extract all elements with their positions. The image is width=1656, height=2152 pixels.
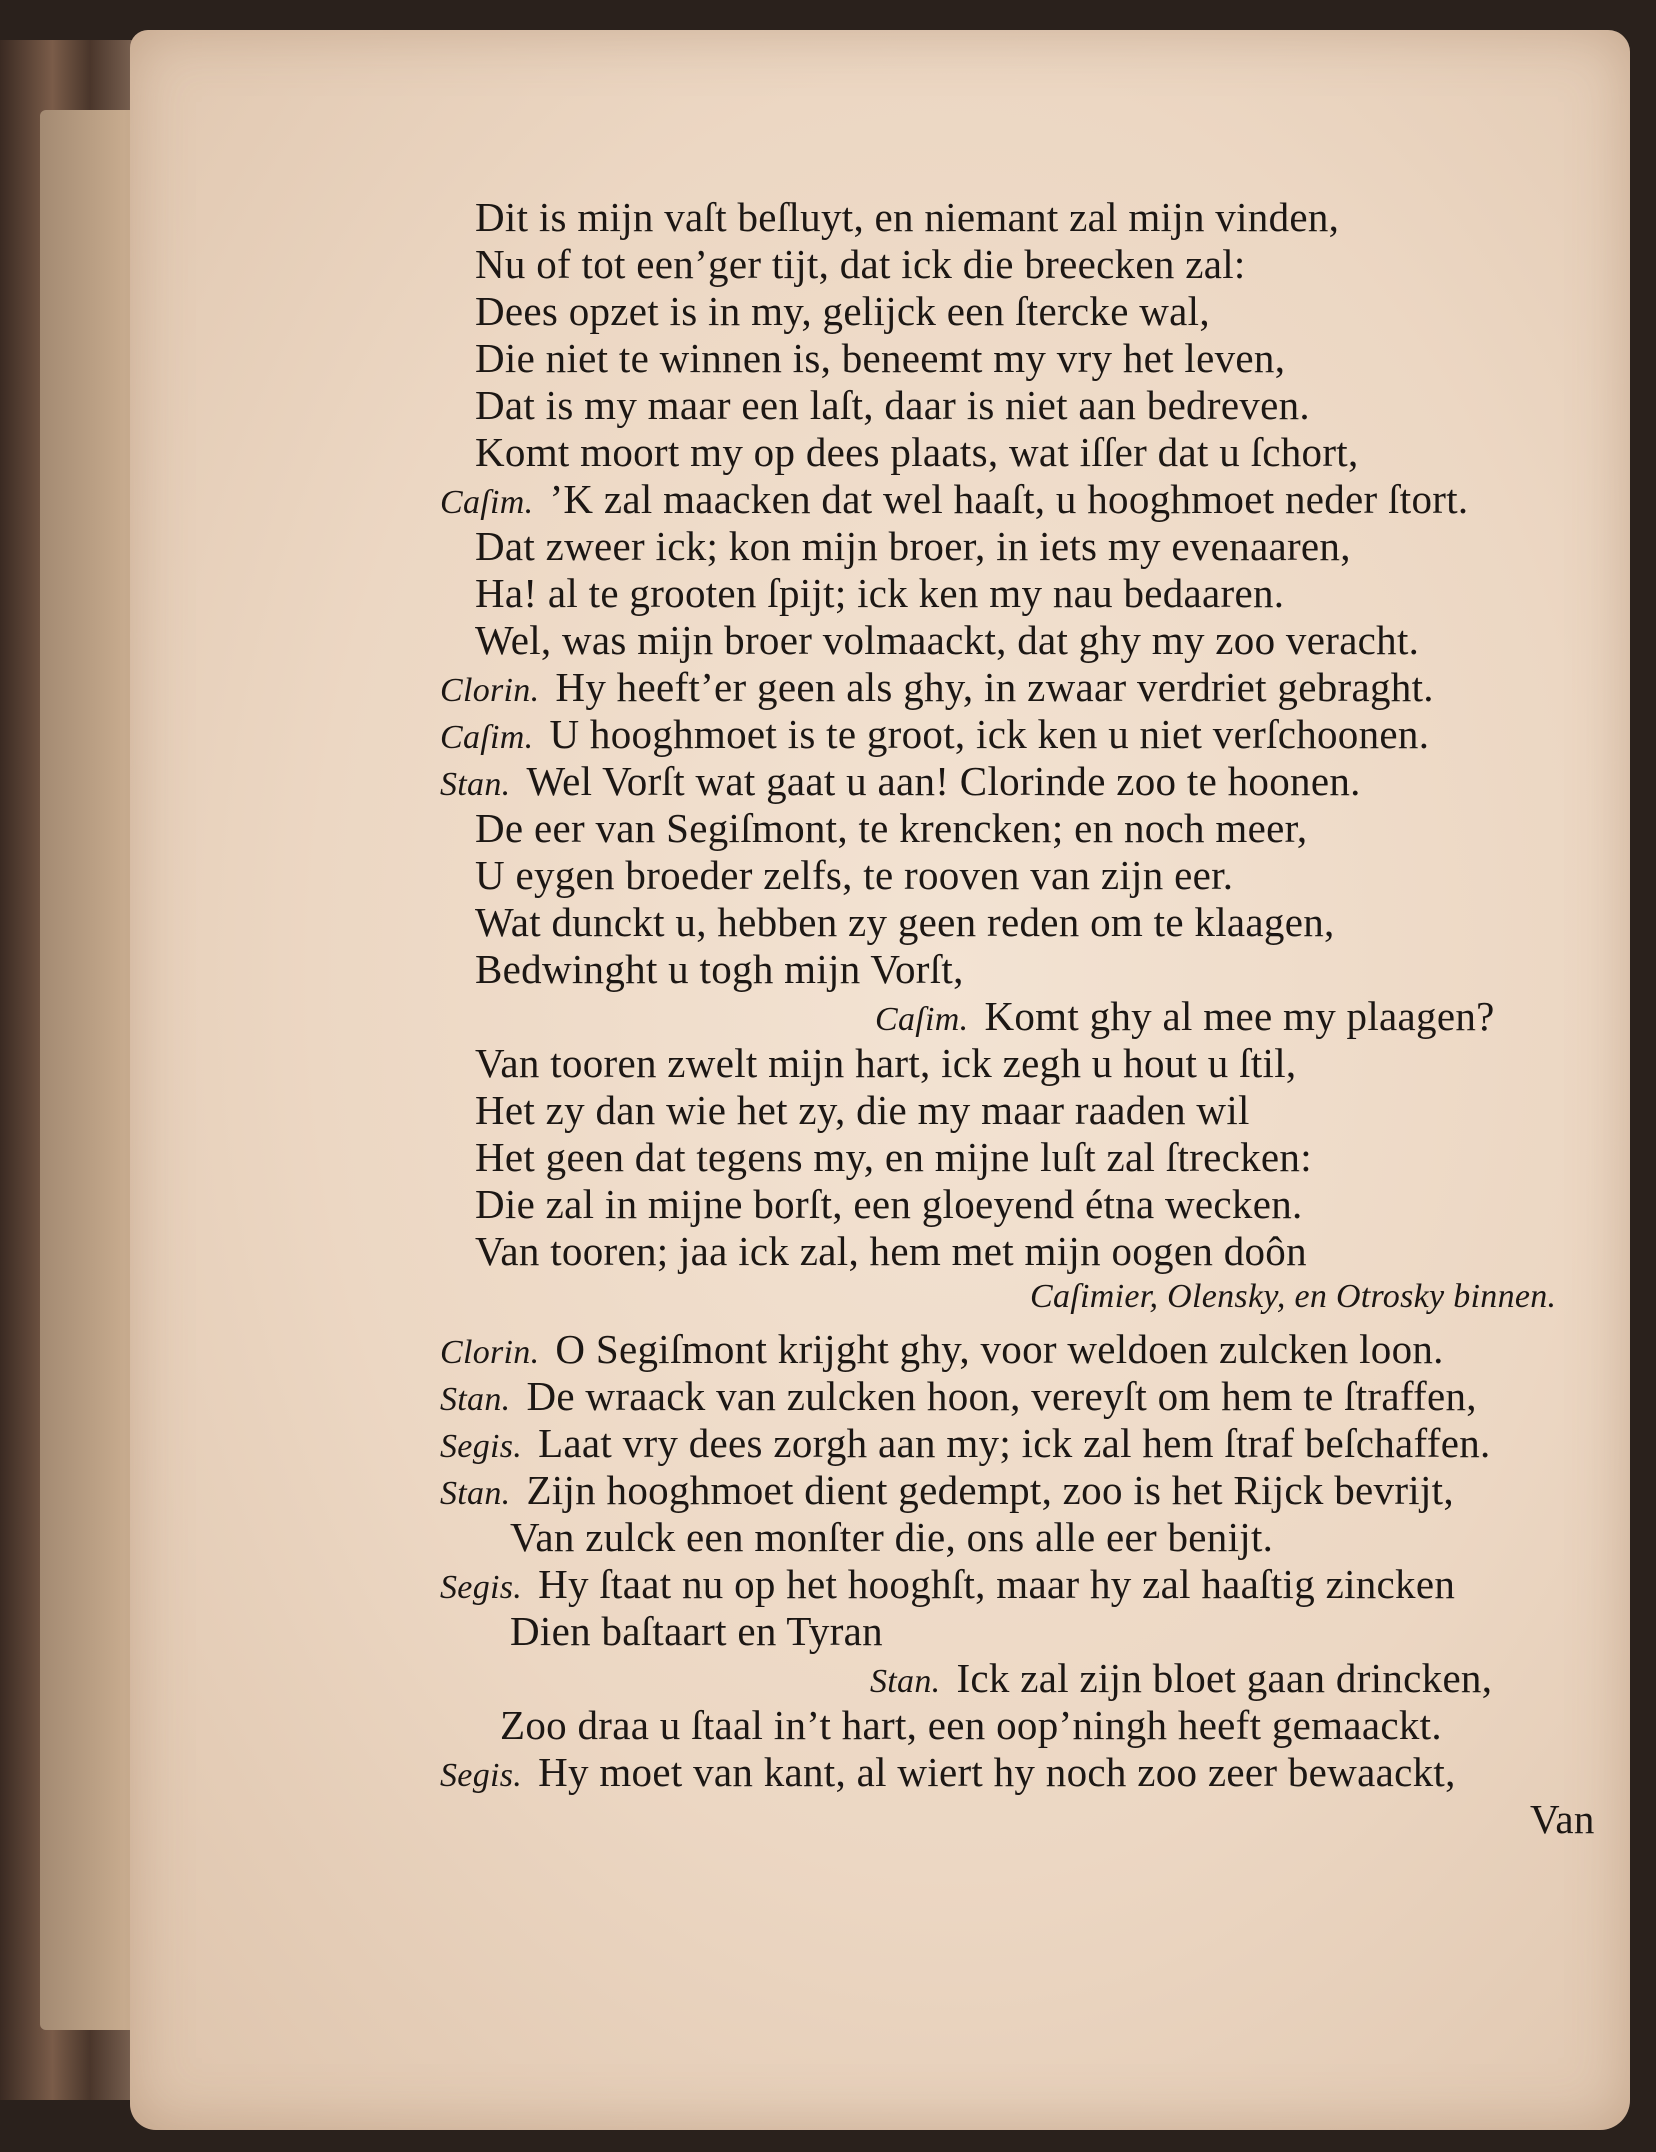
speaker-label: Caſim.: [440, 484, 534, 521]
speaker-label: Clorin.: [440, 1334, 540, 1371]
verse-line: Dees opzet is in my, gelijck een ſtercke wal,: [475, 288, 1210, 334]
verse-line: Van tooren; jaa ick zal, hem met mijn oogen doôn: [475, 1228, 1307, 1274]
verse-line: Segis. Hy moet van kant, al wiert hy noch zoo zeer bewaackt,: [440, 1749, 1456, 1795]
verse-line: Caſim. ’K zal maacken dat wel haaſt, u hooghmoet neder ſtort.: [440, 476, 1469, 522]
verse-line: Caſim. U hooghmoet is te groot, ick ken u niet verſchoonen.: [440, 711, 1430, 757]
verse-line: Die zal in mijne borſt, een gloeyend étna wecken.: [475, 1181, 1303, 1227]
speaker-label: Caſim.: [875, 1001, 969, 1038]
verse-line: Komt moort my op dees plaats, wat iſſer dat u ſchort,: [475, 429, 1359, 475]
verse-line: Dat zweer ick; kon mijn broer, in iets my evenaaren,: [475, 523, 1351, 569]
speaker-label: Stan.: [440, 1381, 511, 1418]
verse-line: Nu of tot een’ger tijt, dat ick die breecken zal:: [475, 241, 1246, 287]
verse-line: Van tooren zwelt mijn hart, ick zegh u hout u ſtil,: [475, 1040, 1297, 1086]
verse-line: Dit is mijn vaſt beſluyt, en niemant zal mijn vinden,: [475, 194, 1340, 240]
verse-line: Wat dunckt u, hebben zy geen reden om te klaagen,: [475, 899, 1335, 945]
verse-line: Die niet te winnen is, beneemt my vry het leven,: [475, 335, 1286, 381]
catchword: Van: [1530, 1796, 1595, 1842]
speaker-label: Segis.: [440, 1569, 523, 1606]
verse-line: Segis. Laat vry dees zorgh aan my; ick zal hem ſtraf beſchaffen.: [440, 1420, 1491, 1466]
speaker-label: Stan.: [440, 1475, 511, 1512]
verse-line: Stan. De wraack van zulcken hoon, vereyſt om hem te ſtraffen,: [440, 1373, 1477, 1419]
speaker-label: Segis.: [440, 1757, 523, 1794]
verse-line: Van zulck een monſter die, ons alle eer benijt.: [510, 1514, 1274, 1560]
stage-direction: Caſimier, Olensky, en Otrosky binnen.: [1030, 1278, 1557, 1315]
verse-line: Stan. Ick zal zijn bloet gaan drincken,: [870, 1655, 1493, 1701]
verse-line: Wel, was mijn broer volmaackt, dat ghy my zoo veracht.: [475, 617, 1420, 663]
book-page: [130, 30, 1630, 2130]
verse-line: Dien baſtaart en Tyran: [510, 1608, 883, 1654]
verse-line: Het geen dat tegens my, en mijne luſt zal ſtrecken:: [475, 1134, 1312, 1180]
verse-line: Ha! al te grooten ſpijt; ick ken my nau bedaaren.: [475, 570, 1285, 616]
verse-line: U eygen broeder zelfs, te rooven van zijn eer.: [475, 852, 1234, 898]
verse-line: Het zy dan wie het zy, die my maar raaden wil: [475, 1087, 1250, 1133]
verse-line: Bedwinght u togh mijn Vorſt,: [475, 946, 964, 992]
speaker-label: Caſim.: [440, 719, 534, 756]
verse-line: Clorin. Hy heeft’er geen als ghy, in zwaar verdriet gebraght.: [440, 664, 1434, 710]
verse-line: Stan. Wel Vorſt wat gaat u aan! Clorinde zoo te hoonen.: [440, 758, 1361, 804]
speaker-label: Segis.: [440, 1428, 523, 1465]
speaker-label: Stan.: [440, 766, 511, 803]
verse-line: De eer van Segiſmont, te krencken; en noch meer,: [475, 805, 1308, 851]
verse-line: Stan. Zijn hooghmoet dient gedempt, zoo is het Rijck bevrijt,: [440, 1467, 1454, 1513]
speaker-label: Stan.: [870, 1663, 941, 1700]
verse-line: Zoo draa u ſtaal in’t hart, een oop’ningh heeft gemaackt.: [500, 1702, 1442, 1748]
verse-line: Dat is my maar een laſt, daar is niet aan bedreven.: [475, 382, 1310, 428]
verse-line: Clorin. O Segiſmont krijght ghy, voor weldoen zulcken loon.: [440, 1326, 1444, 1372]
verse-line: Segis. Hy ſtaat nu op het hooghſt, maar hy zal haaſtig zincken: [440, 1561, 1456, 1607]
text-block: [130, 30, 1630, 2130]
speaker-label: Clorin.: [440, 672, 540, 709]
verse-line: Caſim. Komt ghy al mee my plaagen?: [875, 993, 1495, 1039]
